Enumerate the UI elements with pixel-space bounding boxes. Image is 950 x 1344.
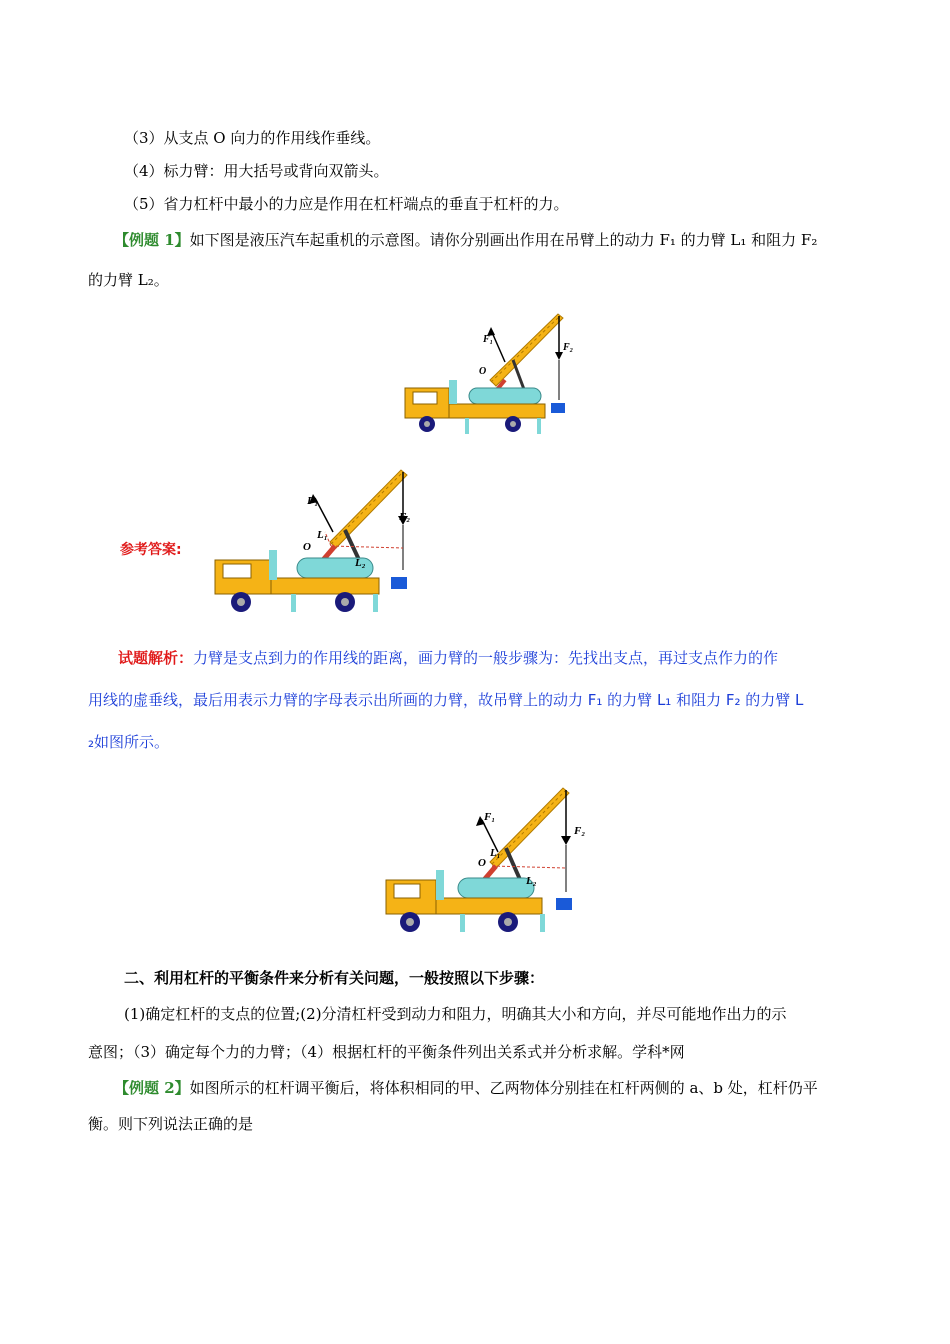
analysis-label: 试题解析 [118,649,179,667]
crane-figure-answer [205,460,425,620]
label-f1: F₁ [483,334,494,345]
label-f2: F₂ [574,825,586,837]
example-1-tag: 【例题 1】 [114,231,190,249]
label-f2: F₂ [399,511,411,523]
step-5: （5）省力杠杆中最小的力应是作用在杠杆端点的垂直于杠杆的力。 [124,195,569,213]
crane-figure-question [395,300,575,440]
analysis-colon: ： [178,649,194,667]
label-l1: L₁ [490,847,501,859]
label-f1: F₁ [484,811,496,823]
example-2-text-b: 衡。则下列说法正确的是 [88,1115,254,1133]
label-l2: L₂ [355,557,366,569]
label-f2: F₂ [563,342,574,353]
example-2-line-1 [114,1078,894,1098]
step-3: （3）从支点 O 向力的作用线作垂线。 [124,129,381,147]
example-2-text-a: 如图所示的杠杆调平衡后，将体积相同的甲、乙两物体分别挂在杠杆两侧的 a、b 处，杠杆仍平 [189,1079,818,1097]
example-1-text-b: 的力臂 L₂。 [88,271,169,289]
section-2-text-a: (1)确定杠杆的支点的位置;(2)分清杠杆受到动力和阻力，明确其大小和方向，并尽可能地作出力的示 [124,1005,787,1023]
analysis-line-1 [118,648,898,668]
answer-label: 参考答案: [120,542,182,558]
analysis-text-a: 力臂是支点到力的作用线的距离，画力臂的一般步骤为：先找出支点，再过支点作力的作 [193,649,779,667]
example-2-tag: 【例题 2】 [114,1079,190,1097]
section-2-text-b: 意图；（3）确定每个力的力臂；（4）根据杠杆的平衡条件列出关系式并分析求解。学科*网 [88,1043,685,1061]
step-4: （4）标力臂：用大括号或背向双箭头。 [124,162,389,180]
label-l1: L₁ [317,529,328,541]
label-o: O [478,857,486,869]
analysis-text-c: ₂如图所示。 [88,733,170,751]
section-2-heading: 二、利用杠杆的平衡条件来分析有关问题，一般按照以下步骤： [124,969,545,987]
analysis-text-b: 用线的虚垂线，最后用表示力臂的字母表示出所画的力臂，故吊臂上的动力 F₁ 的力臂 L₁ 和阻力 F₂ 的力臂 L [88,691,804,709]
label-l2: L₂ [526,875,537,887]
crane-figure-analysis [380,780,590,940]
label-f1: F₁ [307,495,319,507]
example-1-line-1 [114,230,894,250]
label-o: O [303,541,311,553]
label-o: O [479,366,487,377]
example-1-text-a: 如下图是液压汽车起重机的示意图。请你分别画出作用在吊臂上的动力 F₁ 的力臂 L₁ 和阻力 F₂ [189,231,818,249]
